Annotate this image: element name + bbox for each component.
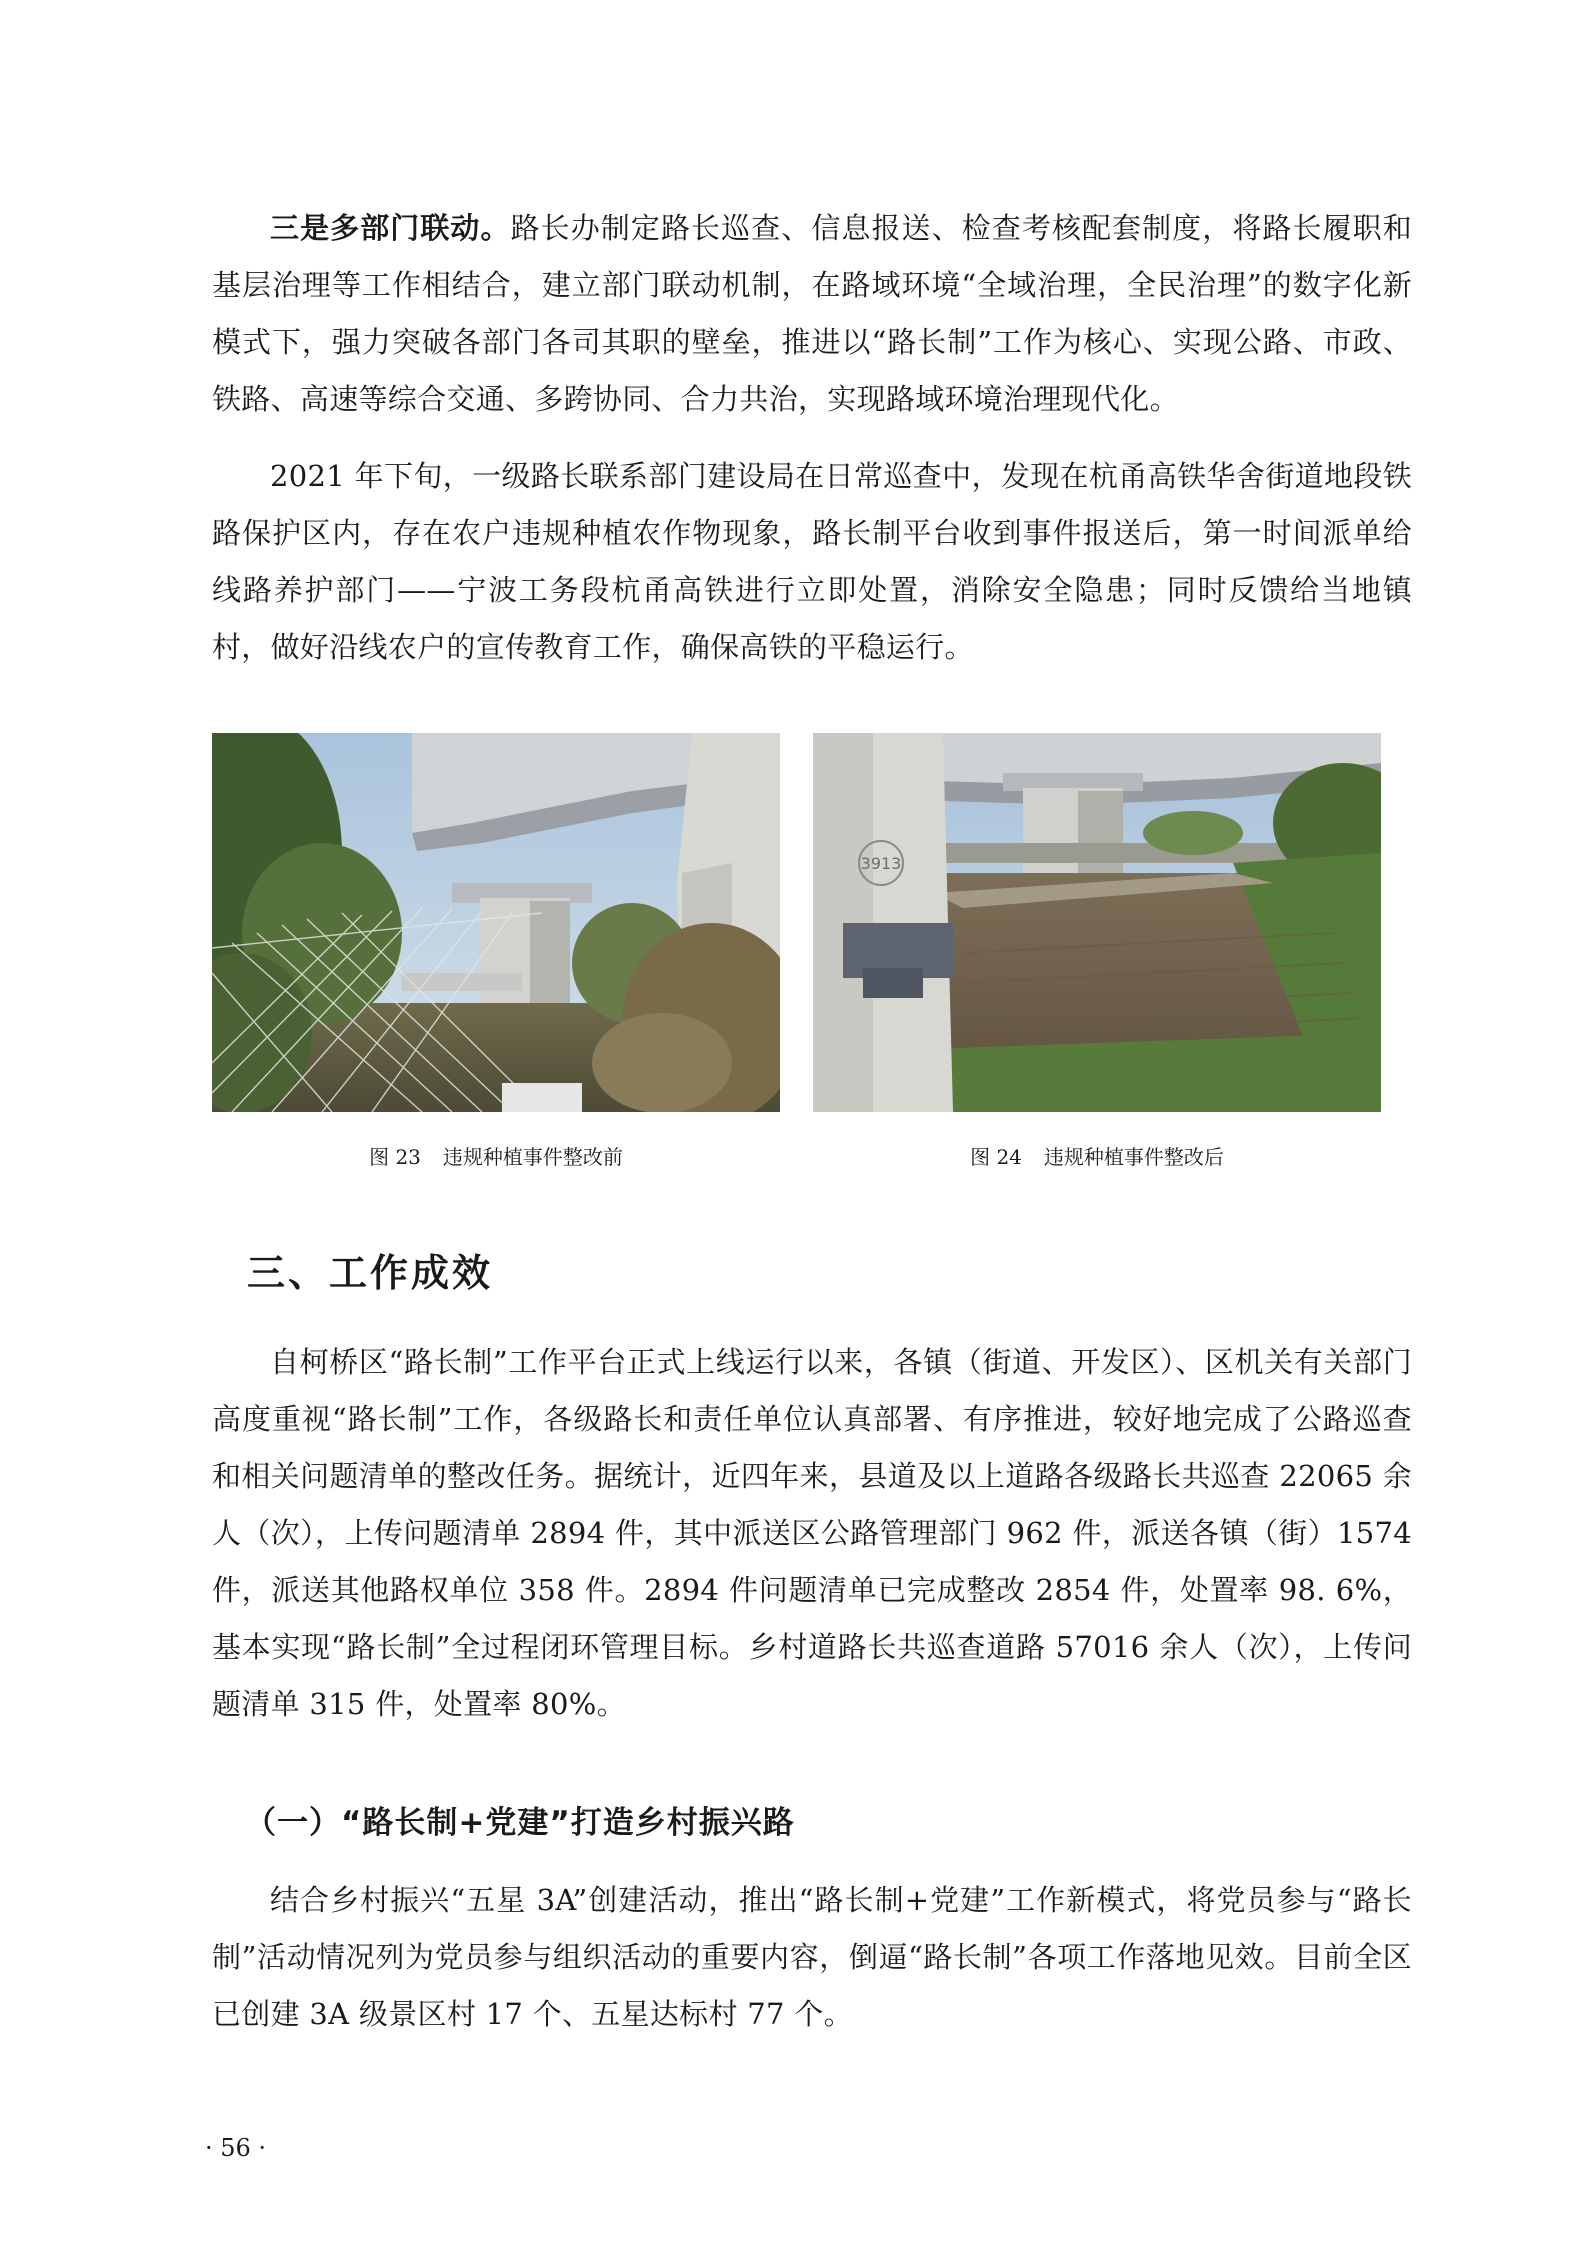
- figure-24-number: 图 24: [970, 1145, 1022, 1169]
- paragraph-case: 2021 年下旬，一级路长联系部门建设局在日常巡查中，发现在杭甬高铁华舍街道地段铁路保护区内，存在农户违规种植农作物现象，路长制平台收到事件报送后，第一时间派单给线路养护部门——宁波工务段杭甬高铁进行立即处置，消除安全隐患；同时反馈给当地镇村，做好沿线农户的宣传教育工作，确保高铁的平稳运行。: [212, 459, 1412, 664]
- figure-24-photo: [813, 733, 1381, 1112]
- section-heading-results: 三、工作成效: [247, 1251, 494, 1295]
- figure-24-text: 违规种植事件整改后: [1043, 1145, 1224, 1169]
- page-number: · 56 ·: [205, 2134, 267, 2162]
- photo-after-rectification: [813, 733, 1381, 1112]
- figure-23-text: 违规种植事件整改前: [442, 1145, 623, 1169]
- paragraph-party-building: 结合乡村振兴“五星 3A”创建活动，推出“路长制+党建”工作新模式，将党员参与“路长制”活动情况列为党员参与组织活动的重要内容，倒逼“路长制”各项工作落地见效。目前全区已创建 3A 级景区村 17 个、五星达标村 77 个。: [212, 1883, 1412, 2031]
- figure-24-caption: [813, 1143, 1381, 1171]
- figure-23-caption: [212, 1143, 780, 1171]
- subsection-heading-party-building: （一）“路长制+党建”打造乡村振兴路: [245, 1805, 795, 1841]
- figure-23-photo: [212, 733, 780, 1112]
- paragraph-multi-department: [212, 200, 1412, 428]
- photo-before-rectification: [212, 733, 780, 1112]
- pier-marking: 3913: [860, 854, 902, 873]
- paragraph-body: 路长办制定路长巡查、信息报送、检查考核配套制度，将路长履职和基层治理等工作相结合，建立部门联动机制，在路域环境“全域治理，全民治理”的数字化新模式下，强力突破各部门各司其职的壁垒，推进以“路长制”工作为核心、实现公路、市政、铁路、高速等综合交通、多跨协同、合力共治，实现路域环境治理现代化。: [212, 211, 1412, 416]
- paragraph-results: 自柯桥区“路长制”工作平台正式上线运行以来，各镇（街道、开发区）、区机关有关部门高度重视“路长制”工作，各级路长和责任单位认真部署、有序推进，较好地完成了公路巡查和相关问题清单的整改任务。据统计，近四年来，县道及以上道路各级路长共巡查 22065 余人（次），上传问题清单 2894 件，其中派送区公路管理部门 962 件，派送各镇（街）1574 件，派送其他路权单位 358 件。2894 件问题清单已完成整改 2854 件，处置率 98. 6%，基本实现“路长制”全过程闭环管理目标。乡村道路长共巡查道路 57016 余人（次），上传问题清单 315 件，处置率 80%。: [212, 1345, 1412, 1721]
- figure-23-number: 图 23: [369, 1145, 421, 1169]
- paragraph-lead: 三是多部门联动。: [270, 211, 511, 245]
